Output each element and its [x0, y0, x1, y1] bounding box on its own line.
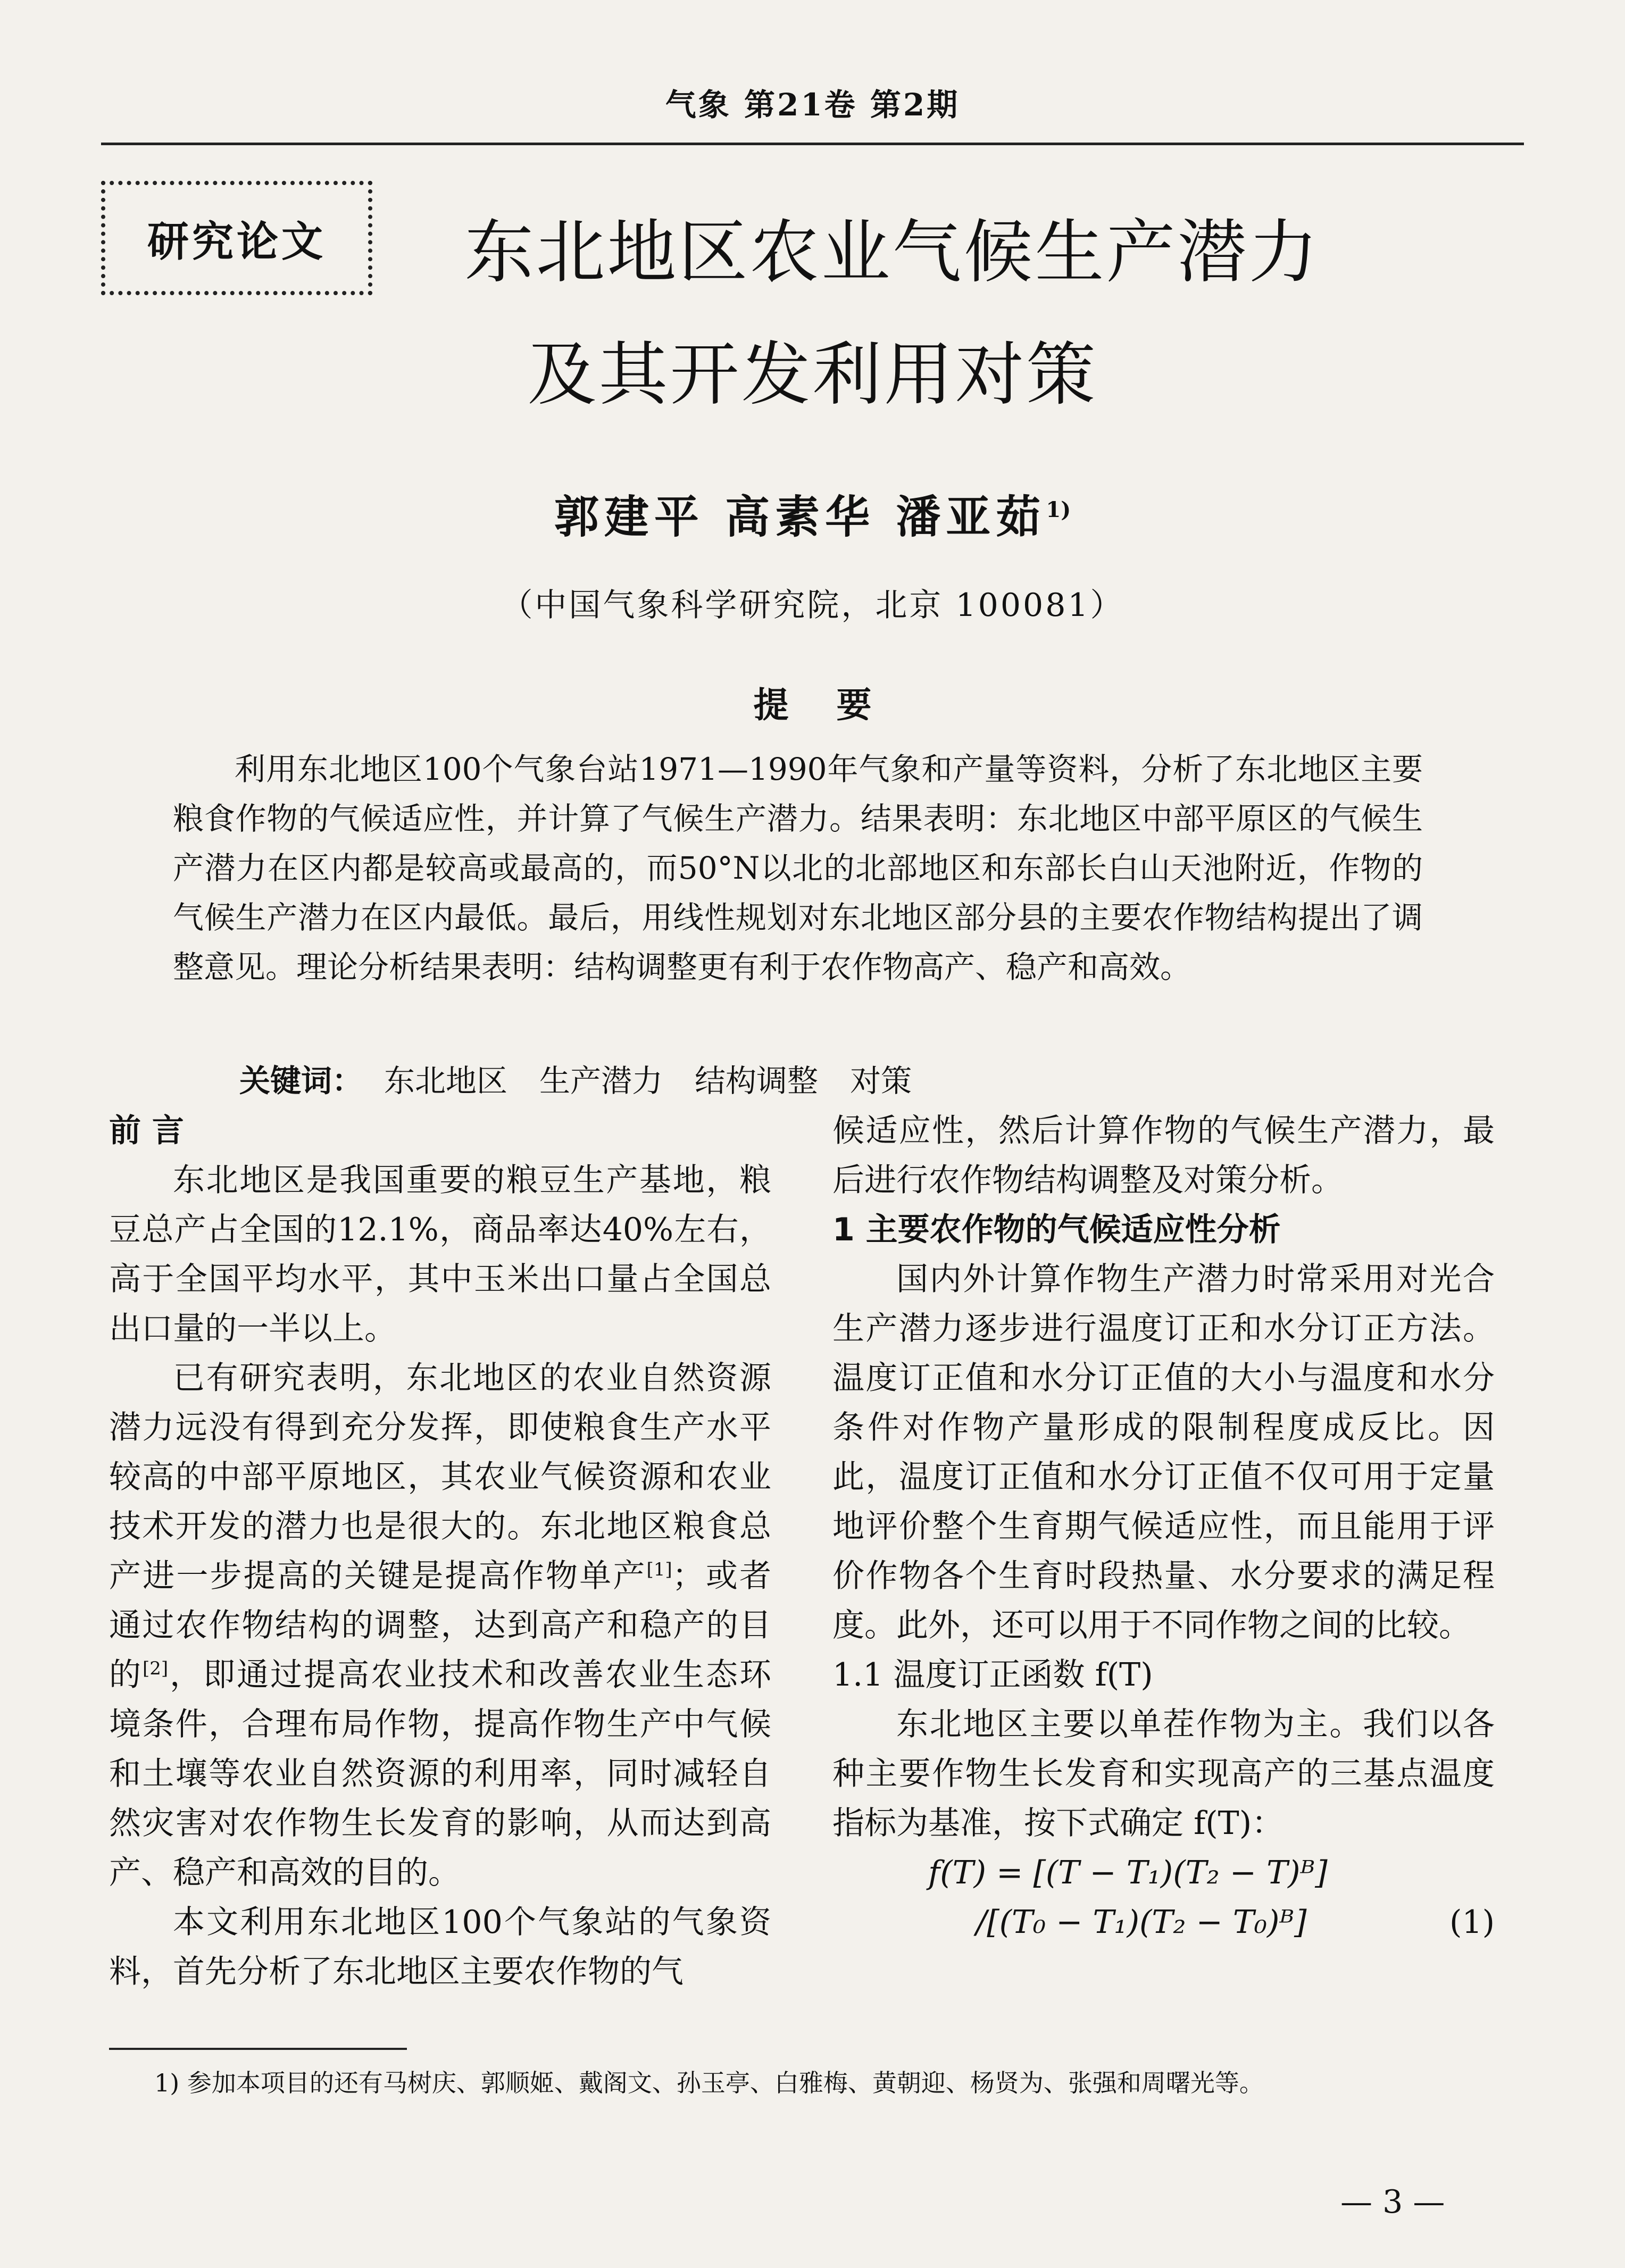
affiliation: （中国气象科学研究院，北京 100081）: [501, 587, 1124, 624]
paragraph: 候适应性，然后计算作物的气候生产潜力，最后进行农作物结构调整及对策分析。: [832, 1112, 1495, 1199]
left-column: [109, 1106, 771, 1997]
citation-ref: [1]: [646, 1559, 672, 1580]
keywords-label: 关键词：: [239, 1063, 363, 1099]
keyword: 结构调整: [695, 1063, 819, 1099]
keyword: 对策: [850, 1063, 912, 1099]
header-rule: [101, 143, 1524, 145]
equation-number: (1): [1449, 1904, 1495, 1941]
section-heading-1: 1 主要农作物的气候适应性分析: [832, 1211, 1281, 1248]
citation-ref: [2]: [143, 1658, 169, 1679]
author-footnote-marker: 1): [1046, 497, 1071, 522]
equation-line-1: f(T) = [(T − T₁)(T₂ − T)ᴮ]: [928, 1854, 1328, 1891]
footnote-rule: [109, 2048, 407, 2050]
article-type-label: 研究论文: [147, 218, 326, 266]
page-number: — 3 —: [1340, 2183, 1445, 2221]
section-heading-intro: 前 言: [109, 1112, 184, 1149]
author-names: 郭建平 高素华 潘亚茹: [554, 490, 1046, 543]
paragraph-text: ；或者通过农作物结构的调整，达到高产和稳产的目的: [109, 1557, 772, 1694]
footnote: 1) 参加本项目的还有马树庆、郭顺姬、戴阁文、孙玉亭、白雅梅、黄朝迎、杨贤为、张强和周曙光等。: [154, 2069, 1264, 2097]
equation-line-2: /[(T₀ − T₁)(T₂ − T₀)ᴮ]: [976, 1904, 1307, 1941]
right-column: [832, 1106, 1495, 1947]
paragraph: 东北地区是我国重要的粮豆生产基地，粮豆总产占全国的12.1%，商品率达40%左右，高于全国平均水平，其中玉米出口量占全国总出口量的一半以上。: [109, 1162, 771, 1347]
paragraph: [109, 1354, 771, 1898]
authors: [0, 481, 1625, 546]
equation-1: [832, 1848, 1495, 1947]
running-header: 气象 第21卷 第2期: [665, 87, 960, 123]
paragraph-text: ，即通过提高农业技术和改善农业生态环境条件，合理布局作物，提高作物生产中气候和土壤等农业自然资源的利用率，同时减轻自然灾害对农作物生长发育的影响，从而达到高产、稳产和高效的目的。: [109, 1656, 772, 1891]
keyword: 生产潜力: [539, 1063, 663, 1099]
subsection-heading-1-1: 1.1 温度订正函数 f(T): [832, 1656, 1153, 1694]
title-line-1: 东北地区农业气候生产潜力: [464, 212, 1320, 293]
title-line-2: 及其开发利用对策: [527, 334, 1098, 415]
keyword: 东北地区: [384, 1063, 508, 1099]
paragraph-text: 已有研究表明，东北地区的农业自然资源潜力远没有得到充分发挥，即使粮食生产水平较高的中部平原地区，其农业气候资源和农业技术开发的潜力也是很大的。东北地区粮食总产进一步提高的关键是提高作物单产: [109, 1360, 771, 1595]
keywords: [239, 1056, 944, 1100]
paragraph: 东北地区主要以单茬作物为主。我们以各种主要作物生长发育和实现高产的三基点温度指标为基准，按下式确定 f(T)：: [832, 1706, 1495, 1842]
abstract-text: 利用东北地区100个气象台站1971—1990年气象和产量等资料，分析了东北地区主要粮食作物的气候适应性，并计算了气候生产潜力。结果表明：东北地区中部平原区的气候生产潜力在区内都是较高或最高的，而50°N以北的北部地区和东部长白山天池附近，作物的气候生产潜力在区内最低。最后，用线性规划对东北地区部分县的主要农作物结构提出了调整意见。理论分析结果表明：结构调整更有利于农作物高产、稳产和高效。: [173, 751, 1423, 985]
paragraph: 国内外计算作物生产潜力时常采用对光合生产潜力逐步进行温度订正和水分订正方法。温度订正值和水分订正值的大小与温度和水分条件对作物产量形成的限制程度成反比。因此，温度订正值和水分订正值不仅可用于定量地评价整个生育期气候适应性，而且能用于评价作物各个生育时段热量、水分要求的满足程度。此外，还可以用于不同作物之间的比较。: [832, 1261, 1495, 1644]
paragraph: 本文利用东北地区100个气象站的气象资料，首先分析了东北地区主要农作物的气: [109, 1904, 771, 1990]
abstract-heading: 提要: [753, 685, 920, 726]
